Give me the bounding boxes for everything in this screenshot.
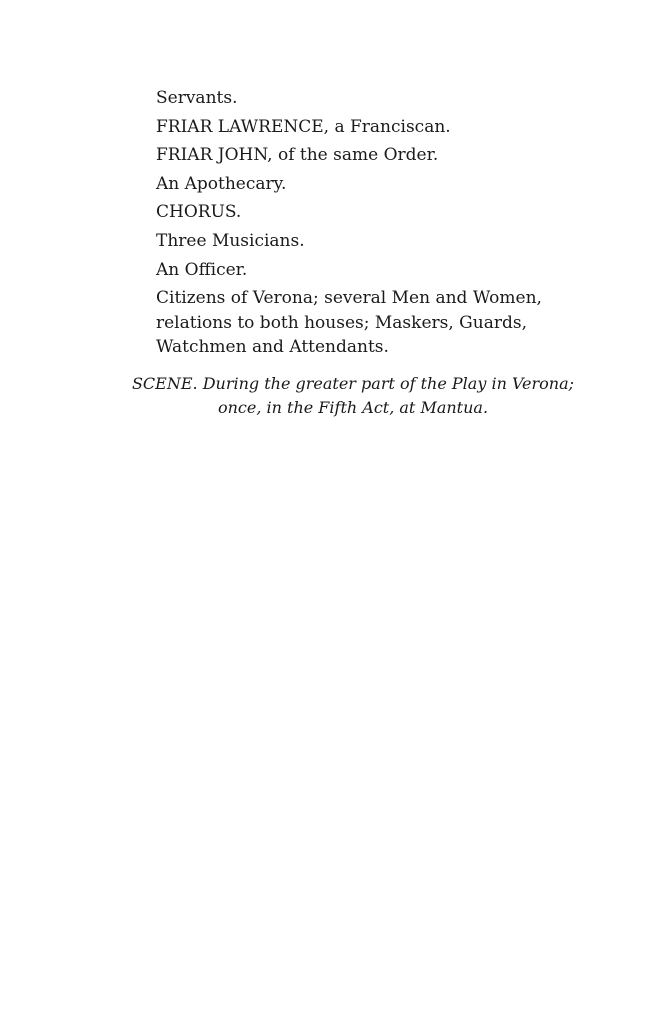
scene-line-2: once, in the Fifth Act, at Mantua. (217, 398, 489, 417)
cast-item-friar-john: FRIAR JOHN, of the same Order. (156, 145, 439, 166)
cast-item-musicians: Three Musicians. (156, 230, 305, 251)
cast-citizens-line-2: relations to both houses; Maskers, Guards, (156, 312, 527, 333)
cast-item-chorus: CHORUS. (156, 202, 242, 223)
scene-line-1: SCENE. During the greater part of the Play in Verona; (131, 374, 575, 393)
cast-citizens-line-1: Citizens of Verona; several Men and Women, (156, 288, 542, 309)
dramatis-personae-list (156, 86, 556, 364)
cast-citizens-line-3: Watchmen and Attendants. (156, 337, 389, 358)
cast-item-servants: Servants. (156, 88, 238, 108)
cast-item-officer: An Officer. (156, 259, 248, 280)
cast-item-apothecary: An Apothecary. (156, 173, 287, 194)
cast-item-citizens (156, 286, 556, 360)
scene-description (130, 372, 576, 420)
cast-item-friar-lawrence: FRIAR LAWRENCE, a Franciscan. (156, 116, 451, 137)
